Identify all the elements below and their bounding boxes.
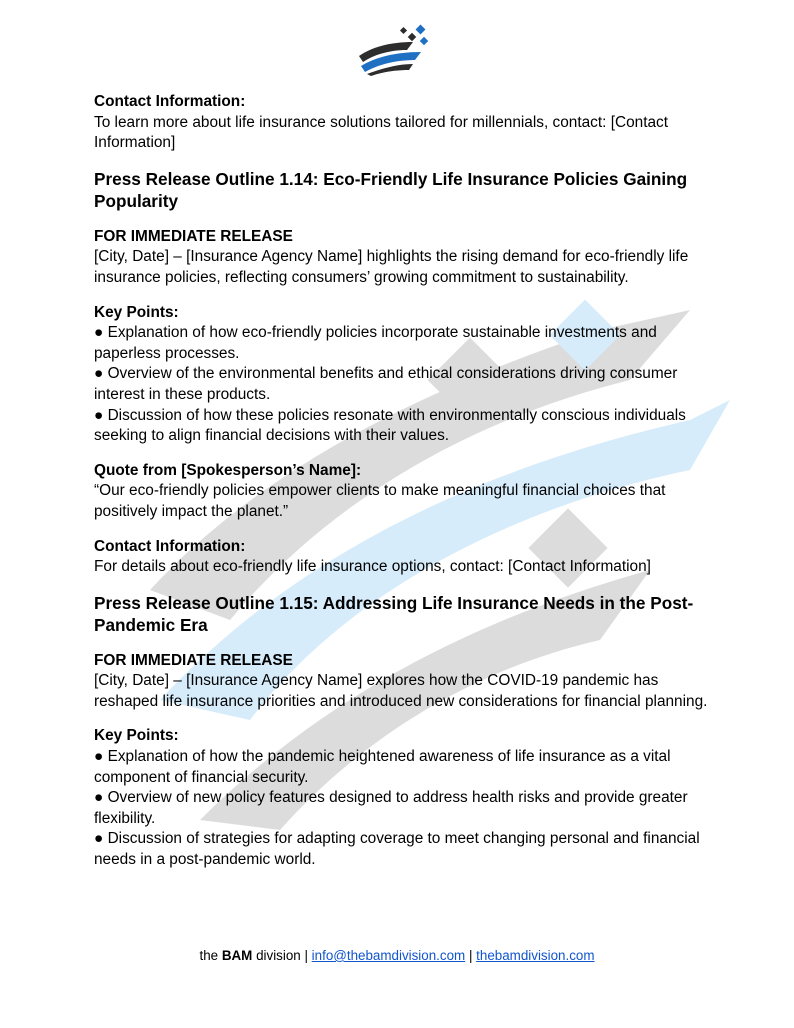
section-title-1-15: Press Release Outline 1.15: Addressing Life Insurance Needs in the Post-Pandemic Era [94,592,694,636]
website-link[interactable]: thebamdivision.com [476,948,595,963]
email-link[interactable]: info@thebamdivision.com [311,948,466,963]
footer-suffix: division | [256,948,308,963]
footer-separator: | [468,948,473,963]
key-points-label: Key Points: [94,727,179,745]
release-intro: [City, Date] – [Insurance Agency Name] explores how the COVID-19 pandemic has reshaped life insurance priorities and introduced new considerations for financial planning. [94,672,708,710]
release-label: FOR IMMEDIATE RELEASE [94,651,293,669]
key-point: ● Explanation of how eco-friendly policies incorporate sustainable investments and paperless processes. [94,324,657,362]
key-point: ● Explanation of how the pandemic heightened awareness of life insurance as a vital component of financial security. [94,748,671,786]
key-point: ● Discussion of how these policies resonate with environmentally conscious individuals seeking to align financial decisions with their values. [94,406,686,445]
key-points-label: Key Points: [94,303,179,321]
contact-label: Contact Information: [94,93,246,110]
key-point: ● Overview of new policy features designed to address health risks and provide greater flexibility. [94,789,688,827]
footer-brand: BAM [221,948,253,963]
footer-prefix: the [199,948,219,963]
release-intro: [City, Date] – [Insurance Agency Name] highlights the rising demand for eco-friendly life insurance policies, reflecting consumers’ growing commitment to sustainability. [94,248,689,286]
quote-text: “Our eco-friendly policies empower clients to make meaningful financial choices that positively impact the planet.” [94,482,666,520]
key-point: ● Discussion of strategies for adapting coverage to meet changing personal and financial needs in a post-pandemic world. [94,830,700,869]
document-body [94,92,714,871]
contact-text: For details about eco-friendly life insurance options, contact: [Contact Information] [94,558,651,576]
contact-text: To learn more about life insurance solutions tailored for millennials, contact: [Contact Information] [94,113,669,152]
bam-division-logo [355,22,437,76]
section-title-1-14: Press Release Outline 1.14: Eco-Friendly Life Insurance Policies Gaining Popularity [94,168,688,212]
release-label: FOR IMMEDIATE RELEASE [94,227,293,245]
quote-label: Quote from [Spokesperson’s Name]: [94,461,362,479]
contact-label: Contact Information: [94,537,246,555]
page-footer [0,947,794,965]
key-point: ● Overview of the environmental benefits and ethical considerations driving consumer interest in these products. [94,365,678,403]
